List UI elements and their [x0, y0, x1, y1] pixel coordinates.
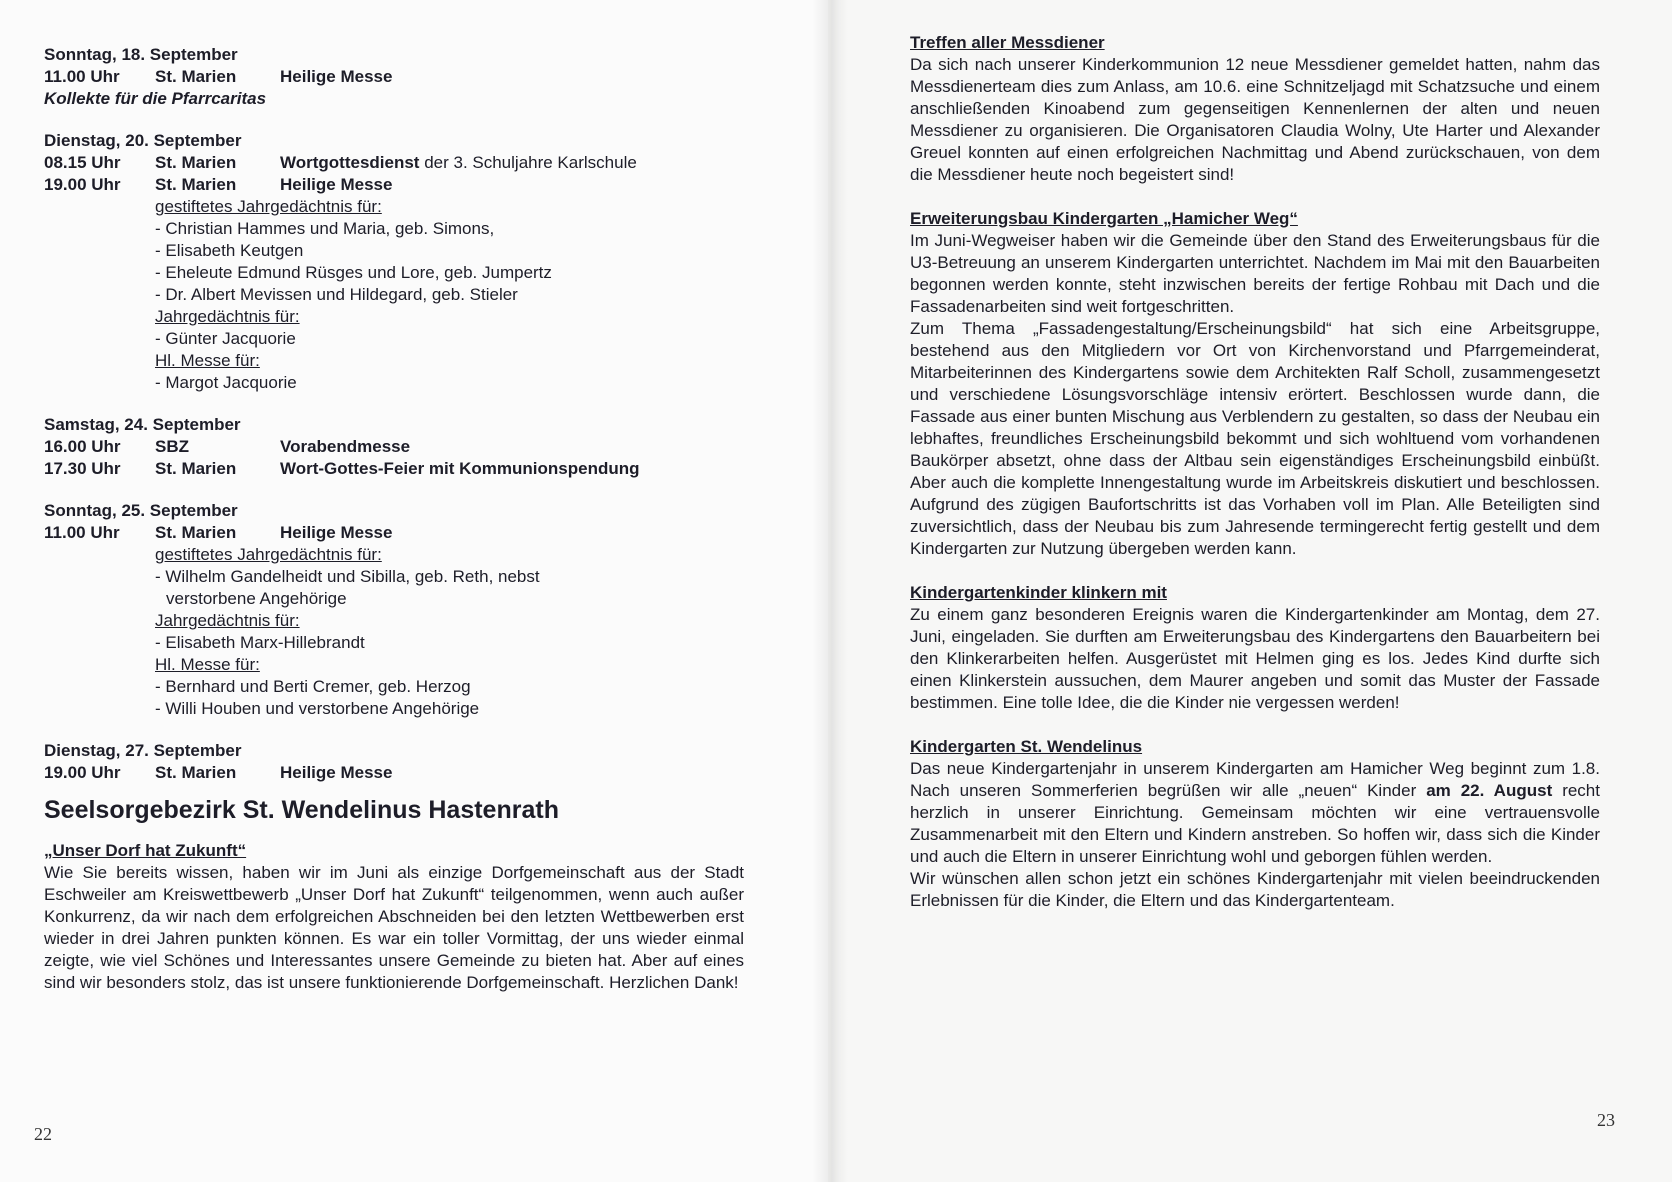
event-place: St. Marien — [155, 153, 237, 172]
memorial-name: verstorbene Angehörige — [166, 589, 347, 608]
article-heading: Kindergarten St. Wendelinus — [910, 737, 1143, 756]
event-date: Dienstag, 27. September — [44, 741, 242, 760]
article-heading: Kindergartenkinder klinkern mit — [910, 583, 1167, 602]
memorial-name: - Günter Jacquorie — [155, 329, 296, 348]
memorial-name: - Wilhelm Gandelheidt und Sibilla, geb. Reth, nebst — [155, 567, 540, 586]
event-sun-18 — [44, 44, 744, 110]
right-column — [910, 32, 1600, 934]
event-title: Heilige Messe — [280, 523, 393, 542]
section-title: Seelsorgebezirk St. Wendelinus Hastenrath — [44, 796, 559, 824]
article-body — [910, 604, 1600, 714]
article-paragraph: Wir wünschen allen schon jetzt ein schönes Kindergartenjahr mit vielen beeindruckenden Erlebnissen für die Kinder, die Eltern und das Kindergartenteam. — [910, 869, 1600, 910]
page-number-right: 23 — [1597, 1110, 1615, 1130]
event-place: St. Marien — [155, 67, 237, 86]
highlight-date: am 22. August — [1426, 781, 1553, 800]
article-paragraph: Im Juni-Wegweiser haben wir die Gemeinde über den Stand des Erweiterungsbaus für die U3-Betreuung an unserem Kindergarten unterrichtet. Nachdem im Mai mit den Bauarbeiten begonnen werden konnte, steht inzwischen bereits der fertige Rohbau mit Dach und die Fassadenarbeiten sind weit fortgeschritten. — [910, 231, 1600, 316]
article-messdiener — [910, 32, 1600, 186]
page-number-left: 22 — [34, 1124, 52, 1144]
paragraph-text: Das neue Kindergartenjahr in unserem Kindergarten am Hamicher Weg beginnt zum 1.8. Nach unseren Sommerferien begrüßen wir alle „neuen“ Kinder — [910, 759, 1600, 800]
event-time: 11.00 Uhr — [44, 67, 120, 86]
event-time: 19.00 Uhr — [44, 763, 121, 782]
memorial-heading: gestiftetes Jahrgedächtnis für: — [155, 197, 382, 216]
event-date: Samstag, 24. September — [44, 415, 241, 434]
event-date: Sonntag, 25. September — [44, 501, 238, 520]
event-title: Heilige Messe — [280, 763, 393, 782]
memorial-name: - Eheleute Edmund Rüsges und Lore, geb. Jumpertz — [155, 263, 552, 282]
event-title: Heilige Messe — [280, 67, 393, 86]
event-date: Sonntag, 18. September — [44, 45, 238, 64]
event-row — [44, 458, 744, 480]
memorial-heading: Jahrgedächtnis für: — [155, 307, 300, 326]
event-row — [44, 522, 744, 544]
memorial-name: - Bernhard und Berti Cremer, geb. Herzog — [155, 677, 471, 696]
paragraph-text: recht herzlich in unserer Einrichtung. Gemeinsam möchten wir eine vertrauensvolle Zusammenarbeit mit den Eltern und Kindern anstreben. So hoffen wir, dass sich die Kinder und auch die Eltern in unserer Einrichtung wohl und geborgen fühlen werden. — [910, 781, 1600, 866]
event-time: 11.00 Uhr — [44, 523, 120, 542]
article-body — [910, 54, 1600, 186]
article-paragraph: Zu einem ganz besonderen Ereignis waren die Kindergartenkinder am Montag, dem 27. Juni, eingeladen. Sie durften am Erweiterungsbau des Kindergartens den Bauarbeitern bei den Klinkerarbeiten helfen. Ausgerüstet mit Helmen ging es los. Jedes Kind durfte sich einen Klinkerstein aussuchen, dem Maurer angeben und somit das Muster der Fassade bestimmen. Eine tolle Idee, die die Kinder nie vergessen werden! — [910, 605, 1600, 712]
page-gutter — [812, 0, 848, 1182]
article-body — [44, 862, 744, 994]
event-row — [44, 174, 744, 196]
article-erweiterungsbau — [910, 208, 1600, 560]
event-place: SBZ — [155, 437, 189, 456]
article-paragraph — [910, 758, 1600, 868]
memorial-heading: Jahrgedächtnis für: — [155, 611, 300, 630]
event-row — [44, 66, 744, 88]
article-heading: Erweiterungsbau Kindergarten „Hamicher Weg“ — [910, 209, 1298, 228]
memorial-name: - Willi Houben und verstorbene Angehörige — [155, 699, 480, 718]
memorial-name: - Elisabeth Marx-Hillebrandt — [155, 633, 365, 652]
event-title: Vorabendmesse — [280, 437, 411, 456]
event-place: St. Marien — [155, 459, 237, 478]
article-body — [910, 758, 1600, 912]
article-klinkern — [910, 582, 1600, 714]
event-time: 17.30 Uhr — [44, 459, 121, 478]
event-tue-27 — [44, 740, 744, 784]
event-row — [44, 152, 744, 174]
event-tue-20 — [44, 130, 744, 394]
memorial-name: - Margot Jacquorie — [155, 373, 297, 392]
memorial-name: - Elisabeth Keutgen — [155, 241, 304, 260]
event-title: Heilige Messe — [280, 175, 393, 194]
article-kindergarten — [910, 736, 1600, 912]
event-sat-24 — [44, 414, 744, 480]
event-time: 19.00 Uhr — [44, 175, 121, 194]
left-column — [44, 44, 744, 1016]
mass-heading: Hl. Messe für: — [155, 655, 260, 674]
article-paragraph: Wie Sie bereits wissen, haben wir im Juni als einzige Dorfgemeinschaft aus der Stadt Eschweiler am Kreiswettbewerb „Unser Dorf hat Zukunft“ teilgenommen, wenn auch außer Konkurrenz, da wir nach dem erfolgreichen Abschneiden bei den letzten Wettbewerben erst wieder in drei Jahren punkten können. Es war ein toller Vormittag, der uns wieder einmal zeigte, wie viel Schönes und Interessantes unsere Gemeinde zu bieten hat. Aber auf eines sind wir besonders stolz, das ist unsere funktionierende Dorfgemeinschaft. Herzlichen Dank! — [44, 863, 744, 992]
article-unser-dorf — [44, 840, 744, 994]
article-paragraph: Zum Thema „Fassadengestaltung/Erscheinungsbild“ hat sich eine Arbeitsgruppe, bestehend aus den Mitgliedern vor Ort von Kirchenvorstand und Pfarrgemeinderat, Mitarbeiterinnen des Kindergartens sowie dem Architekten Ralf Scholl, zusammengesetzt und verschiedene Lösungsvorschläge intensiv erörtert. Beschlossen wurde dann, die Fassade aus einer bunten Mischung aus Verblendern zu gestalten, so dass der Neubau ein lebhaftes, freundliches Erscheinungsbild bekommt und sich wohltuend vom vorhandenen Baukörper absetzt, ohne dass der Altbau sein eigenständiges Erscheinungsbild einbüßt. Aber auch die komplette Innengestaltung wurde im Arbeitskreis diskutiert und beschlossen. Aufgrund des zügigen Baufortschritts ist das Vorhaben voll im Plan. Alle Beteiligten sind zuversichtlich, dass der Neubau bis zum Jahresende termingerecht fertig gestellt und dem Kindergarten zur Nutzung übergeben werden kann. — [910, 319, 1600, 558]
article-body — [910, 230, 1600, 560]
article-heading: „Unser Dorf hat Zukunft“ — [44, 841, 247, 860]
event-time: 16.00 Uhr — [44, 437, 121, 456]
event-sun-25 — [44, 500, 744, 720]
memorial-heading: gestiftetes Jahrgedächtnis für: — [155, 545, 382, 564]
event-time: 08.15 Uhr — [44, 153, 121, 172]
event-title: Wort-Gottes-Feier mit Kommunionspendung — [280, 459, 640, 478]
event-date: Dienstag, 20. September — [44, 131, 242, 150]
article-paragraph: Da sich nach unserer Kinderkommunion 12 neue Messdiener gemeldet hatten, nahm das Messdienerteam dies zum Anlass, am 10.6. eine Schnitzeljagd mit Schatzsuche und einem anschließenden Kinoabend zum gegenseitigen Kennenlernen der alten und neuen Messdiener zu organisieren. Die Organisatoren Claudia Wolny, Ute Harter und Alexander Greuel konnten auf einen erfolgreichen Nachmittag und Abend zurückschauen, von dem die Messdiener heute noch begeistert sind! — [910, 55, 1600, 184]
event-title: Wortgottesdienst — [280, 153, 420, 172]
event-place: St. Marien — [155, 175, 237, 194]
memorial-name: - Christian Hammes und Maria, geb. Simons, — [155, 219, 495, 238]
mass-heading: Hl. Messe für: — [155, 351, 260, 370]
event-description: der 3. Schuljahre Karlschule — [419, 153, 637, 172]
event-place: St. Marien — [155, 763, 237, 782]
memorial-name: - Dr. Albert Mevissen und Hildegard, geb. Stieler — [155, 285, 518, 304]
article-heading: Treffen aller Messdiener — [910, 33, 1105, 52]
event-place: St. Marien — [155, 523, 237, 542]
event-row — [44, 762, 744, 784]
event-note: Kollekte für die Pfarrcaritas — [44, 89, 267, 108]
event-row — [44, 436, 744, 458]
